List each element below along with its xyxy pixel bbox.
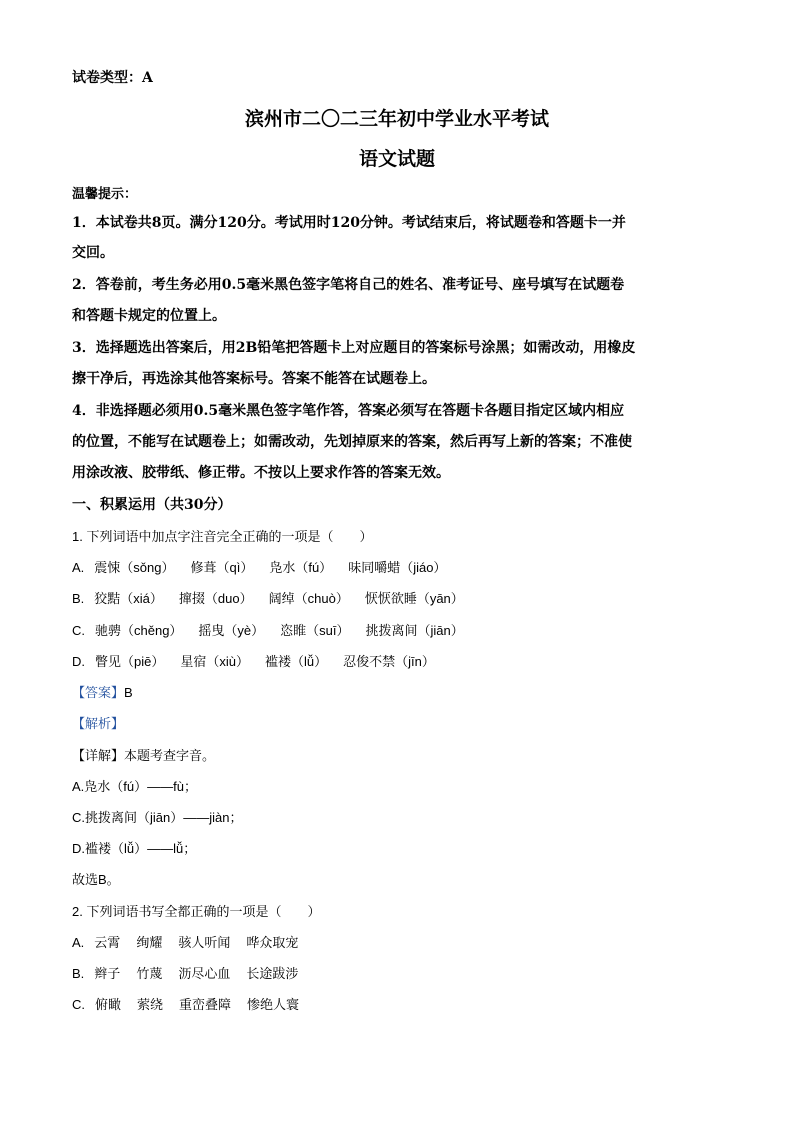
option-item: 俯瞰 bbox=[95, 997, 122, 1012]
option-label: A. bbox=[72, 935, 85, 950]
question-2-option-c bbox=[72, 994, 315, 1013]
tip-line: 和答题卡规定的位置上。 bbox=[72, 308, 226, 324]
option-item: 骇人听闻 bbox=[178, 935, 231, 950]
question-1-option-d bbox=[72, 651, 451, 670]
tip-line: 用涂改液、胶带纸、修正带。不按以上要求作答的答案无效。 bbox=[72, 465, 450, 481]
tips-heading: 温馨提示： bbox=[72, 187, 138, 202]
question-2-option-b bbox=[72, 963, 314, 982]
paper-type: 试卷类型：A bbox=[72, 70, 153, 86]
tip-line: 1．本试卷共8页。满分120分。考试用时120分钟。考试结束后，将试题卷和答题卡一并 bbox=[72, 215, 626, 231]
tip-line: 交回。 bbox=[72, 245, 114, 261]
question-1-option-c bbox=[72, 620, 480, 639]
answer-line bbox=[72, 682, 133, 701]
option-item: 震悚（sǒng） bbox=[94, 560, 175, 575]
tip-line: 的位置，不能写在试题卷上；如需改动，先划掉原来的答案，然后再写上新的答案；不准使 bbox=[72, 434, 632, 450]
option-item: 忍俊不禁（jīn） bbox=[343, 654, 435, 669]
answer-label: 【答案】 bbox=[72, 685, 125, 700]
conclusion-line: 故选B。 bbox=[72, 872, 120, 887]
option-item: 瞥见（piē） bbox=[95, 654, 165, 669]
question-1-option-b bbox=[72, 588, 480, 607]
option-item: 挑拨离间（jiān） bbox=[365, 623, 464, 638]
option-label: B. bbox=[72, 591, 85, 606]
option-item: 阔绰（chuò） bbox=[268, 591, 349, 606]
tip-line: 4．非选择题必须用0.5毫米黑色签字笔作答，答案必须写在答题卡各题目指定区域内相应 bbox=[72, 403, 625, 419]
option-label: D. bbox=[72, 654, 85, 669]
option-item: 云霄 bbox=[94, 935, 121, 950]
option-item: 凫水（fú） bbox=[269, 560, 333, 575]
question-1-stem: 1. 下列词语中加点字注音完全正确的一项是（ ） bbox=[72, 529, 373, 544]
option-item: 狡黠（xiá） bbox=[94, 591, 163, 606]
option-item: 沥尽心血 bbox=[178, 966, 231, 981]
option-item: 惨绝人寰 bbox=[247, 997, 300, 1012]
option-item: 撺掇（duo） bbox=[178, 591, 253, 606]
option-item: 摇曳（yè） bbox=[198, 623, 265, 638]
option-label: C. bbox=[72, 997, 85, 1012]
option-item: 绚耀 bbox=[136, 935, 163, 950]
tip-line: 3．选择题选出答案后，用2B铅笔把答题卡上对应题目的答案标号涂黑；如需改动，用橡皮 bbox=[72, 340, 636, 356]
option-item: 恹恹欲睡（yān） bbox=[364, 591, 464, 606]
option-item: 星宿（xiù） bbox=[180, 654, 249, 669]
tip-line: 2．答卷前，考生务必用0.5毫米黑色签字笔将自己的姓名、准考证号、座号填写在试题卷 bbox=[72, 277, 625, 293]
option-item: 驰骋（chěng） bbox=[95, 623, 183, 638]
option-item: 长途跋涉 bbox=[246, 966, 299, 981]
option-label: C. bbox=[72, 623, 85, 638]
exam-title: 滨州市二〇二三年初中学业水平考试 bbox=[244, 108, 549, 130]
option-item: 褴褛（lǚ） bbox=[264, 654, 328, 669]
option-label: B. bbox=[72, 966, 85, 981]
option-label: A. bbox=[72, 560, 85, 575]
exam-subtitle: 语文试题 bbox=[358, 148, 435, 170]
correction-line: D.褴褛（lǚ）——lǚ； bbox=[72, 841, 197, 856]
question-1-option-a bbox=[72, 557, 462, 576]
question-2-stem: 2. 下列词语书写全都正确的一项是（ ） bbox=[72, 904, 321, 919]
tip-line: 擦干净后，再选涂其他答案标号。答案不能答在试题卷上。 bbox=[72, 371, 436, 387]
option-item: 修葺（qì） bbox=[190, 560, 254, 575]
option-item: 辫子 bbox=[94, 966, 121, 981]
answer-value: B bbox=[124, 685, 133, 700]
option-item: 竹蔑 bbox=[136, 966, 163, 981]
section-heading: 一、积累运用（共30分） bbox=[72, 497, 232, 513]
option-item: 味同嚼蜡（jiáo） bbox=[348, 560, 447, 575]
correction-line: C.挑拨离间（jiān）——jiàn； bbox=[72, 810, 243, 825]
correction-line: A.凫水（fú）——fù； bbox=[72, 779, 197, 794]
option-item: 恣睢（suī） bbox=[280, 623, 350, 638]
option-item: 重峦叠障 bbox=[179, 997, 232, 1012]
detail-line: 【详解】本题考查字音。 bbox=[72, 748, 216, 763]
option-item: 萦绕 bbox=[137, 997, 164, 1012]
analysis-label: 【解析】 bbox=[72, 716, 125, 731]
option-item: 哗众取宠 bbox=[246, 935, 299, 950]
question-2-option-a bbox=[72, 932, 314, 951]
